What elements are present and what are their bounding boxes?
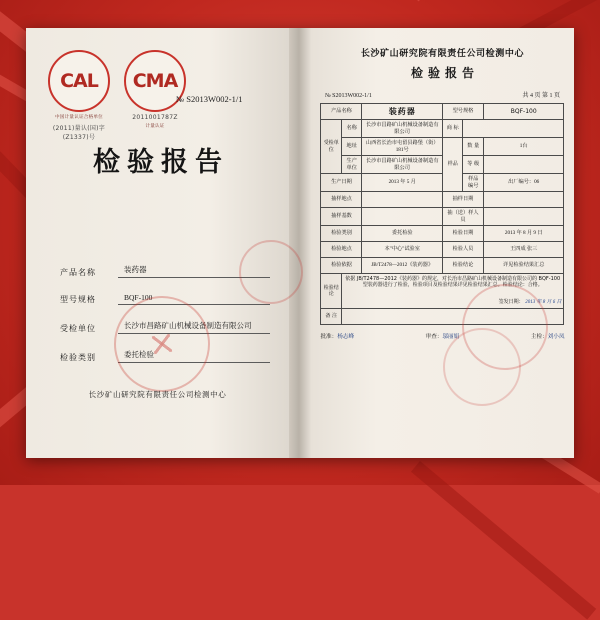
red-ink-stamp-secondary bbox=[443, 328, 521, 406]
sampler-label: 抽（送）样人员 bbox=[442, 208, 483, 226]
cover-cert-no-value: S2013W002-1/1 bbox=[186, 94, 243, 104]
client-name-label: 名称 bbox=[341, 120, 362, 138]
inspection-type-value: 委托检验 bbox=[362, 226, 443, 242]
cal-seal bbox=[48, 50, 110, 141]
manufacturer-label: 生产单位 bbox=[341, 156, 362, 174]
inspection-place-value: 本"中心"试验室 bbox=[362, 242, 443, 258]
standard-value: JB/T2478—2012《装药器》 bbox=[362, 258, 443, 274]
signature-reviewer-name: 邬丽娟 bbox=[442, 333, 460, 340]
verdict-label: 检验结论 bbox=[442, 258, 483, 274]
cover-page bbox=[26, 28, 289, 458]
table-row bbox=[321, 192, 564, 208]
cover-field-value: 委托检验 bbox=[118, 349, 270, 363]
red-ink-stamp-edge bbox=[239, 240, 303, 304]
model-value: BQF-100 bbox=[483, 104, 564, 120]
cover-field-value: 装药器 bbox=[118, 264, 270, 278]
cover-title: 检验报告 bbox=[93, 147, 230, 178]
report-org-name: 长沙矿山研究院有限责任公司检测中心 bbox=[360, 49, 525, 59]
inspection-date-label: 检验日期 bbox=[442, 226, 483, 242]
production-date-value: 2013 年 5 月 bbox=[362, 174, 443, 192]
sample-base-value bbox=[362, 208, 443, 226]
cma-seal-code: 2011001787Z bbox=[132, 114, 178, 121]
report-meta bbox=[325, 90, 560, 99]
inspector-label: 检验人员 bbox=[442, 242, 483, 258]
signature-inspector-name: 刘小凤 bbox=[547, 333, 565, 340]
signature-inspector-label: 主检： bbox=[530, 333, 548, 340]
address-value: 山西省长治市屯留县路堡（街）181号 bbox=[362, 138, 443, 156]
inspector-value: 王四成 张三 bbox=[483, 242, 564, 258]
inspection-date-value: 2013 年 8 月 9 日 bbox=[483, 226, 564, 242]
cover-cert-no-label: № bbox=[176, 94, 185, 104]
table-row bbox=[321, 120, 564, 138]
model-label: 型号规格 bbox=[442, 104, 483, 120]
signature-approver bbox=[320, 332, 354, 340]
verdict-value: 详见检验结果汇总 bbox=[483, 258, 564, 274]
sampling-date-value bbox=[483, 192, 564, 208]
report-page bbox=[311, 28, 574, 458]
address-label: 地址 bbox=[341, 138, 362, 156]
cover-footer-org: 长沙矿山研究院有限责任公司检测中心 bbox=[88, 390, 227, 399]
conclusion-text: 依据 JB/T2478—2012《装药器》的规定，对长治市昌路矿山机械设备制造有限公司的 BQF-100 型装药器进行了检验，检验项目及检验结果详见检验结果汇总。检验结论：合格。 bbox=[345, 276, 561, 289]
report-number-value: S2013W002-1/1 bbox=[332, 93, 372, 99]
signature-approver-label: 批准： bbox=[320, 333, 338, 340]
cal-seal-sub: 中国计量认证合格单位 bbox=[55, 115, 103, 120]
page-gutter bbox=[289, 28, 311, 458]
sampling-date-label: 抽样日期 bbox=[442, 192, 483, 208]
client-name-value: 长沙市昌路矿山机械设备制造有限公司 bbox=[362, 120, 443, 138]
certification-seals bbox=[48, 50, 186, 141]
cal-seal-code: (2011)量认(国)字(Z1337)号 bbox=[52, 124, 106, 141]
trademark-label: 商 标 bbox=[442, 120, 463, 138]
conclusion-label: 检验结论 bbox=[321, 274, 342, 309]
cover-field-label: 产品名称 bbox=[60, 268, 96, 277]
sampling-place-value bbox=[362, 192, 443, 208]
table-row bbox=[321, 208, 564, 226]
manufacturer-value: 长沙市昌路矿山机械设备制造有限公司 bbox=[362, 156, 443, 174]
report-header bbox=[311, 28, 574, 81]
report-page-count: 共 4 页 第 1 页 bbox=[522, 93, 560, 99]
sample-no-label: 样品编号 bbox=[463, 174, 484, 192]
table-row bbox=[321, 226, 564, 242]
cover-field-label: 型号规格 bbox=[60, 295, 96, 304]
grade-value bbox=[483, 156, 564, 174]
signature-approver-name: 杨志峰 bbox=[337, 333, 355, 340]
report-number bbox=[325, 93, 372, 99]
issue-date-value: 2013 年 8 月 6 日 bbox=[525, 299, 562, 305]
standard-label: 检验依据 bbox=[321, 258, 362, 274]
cover-field-value: 长沙市昌路矿山机械设备制造有限公司 bbox=[118, 320, 270, 334]
table-row bbox=[321, 138, 564, 156]
sample-no-value: 出厂编号：06 bbox=[483, 174, 564, 192]
cover-field-label: 受检单位 bbox=[60, 324, 96, 333]
cal-seal-mark: CAL bbox=[48, 50, 110, 112]
cover-field-label: 检验类别 bbox=[60, 353, 96, 362]
report-number-label: № bbox=[324, 93, 331, 99]
cover-certificate-number bbox=[176, 94, 242, 104]
signature-reviewer-label: 审查： bbox=[425, 333, 443, 340]
issue-date-label: 签发日期： bbox=[498, 298, 524, 305]
grade-label: 等 级 bbox=[463, 156, 484, 174]
table-row bbox=[321, 242, 564, 258]
quantity-label: 数 量 bbox=[463, 138, 484, 156]
report-title: 检验报告 bbox=[410, 66, 479, 80]
table-row bbox=[321, 258, 564, 274]
sample-base-label: 抽样基数 bbox=[321, 208, 362, 226]
cma-seal-mark: CMA bbox=[124, 50, 186, 112]
quantity-value: 1台 bbox=[483, 138, 564, 156]
production-date-label: 生产日期 bbox=[321, 174, 362, 192]
sampler-value bbox=[483, 208, 564, 226]
sampling-place-label: 抽样地点 bbox=[321, 192, 362, 208]
remark-label: 备 注 bbox=[321, 308, 342, 324]
product-name-value: 装药器 bbox=[362, 104, 443, 120]
inspection-type-label: 检验类别 bbox=[321, 226, 362, 242]
cover-field-value: BQF-100 bbox=[118, 293, 270, 305]
document-spread bbox=[26, 28, 574, 458]
trademark-value bbox=[463, 120, 564, 138]
product-name-label: 产品名称 bbox=[321, 104, 362, 120]
table-row bbox=[321, 104, 564, 120]
client-group-label: 受检单位 bbox=[321, 120, 342, 174]
sample-group-label: 样品 bbox=[442, 138, 463, 192]
cma-seal-sub: 计量认证 bbox=[145, 124, 165, 129]
inspection-place-label: 检验地点 bbox=[321, 242, 362, 258]
